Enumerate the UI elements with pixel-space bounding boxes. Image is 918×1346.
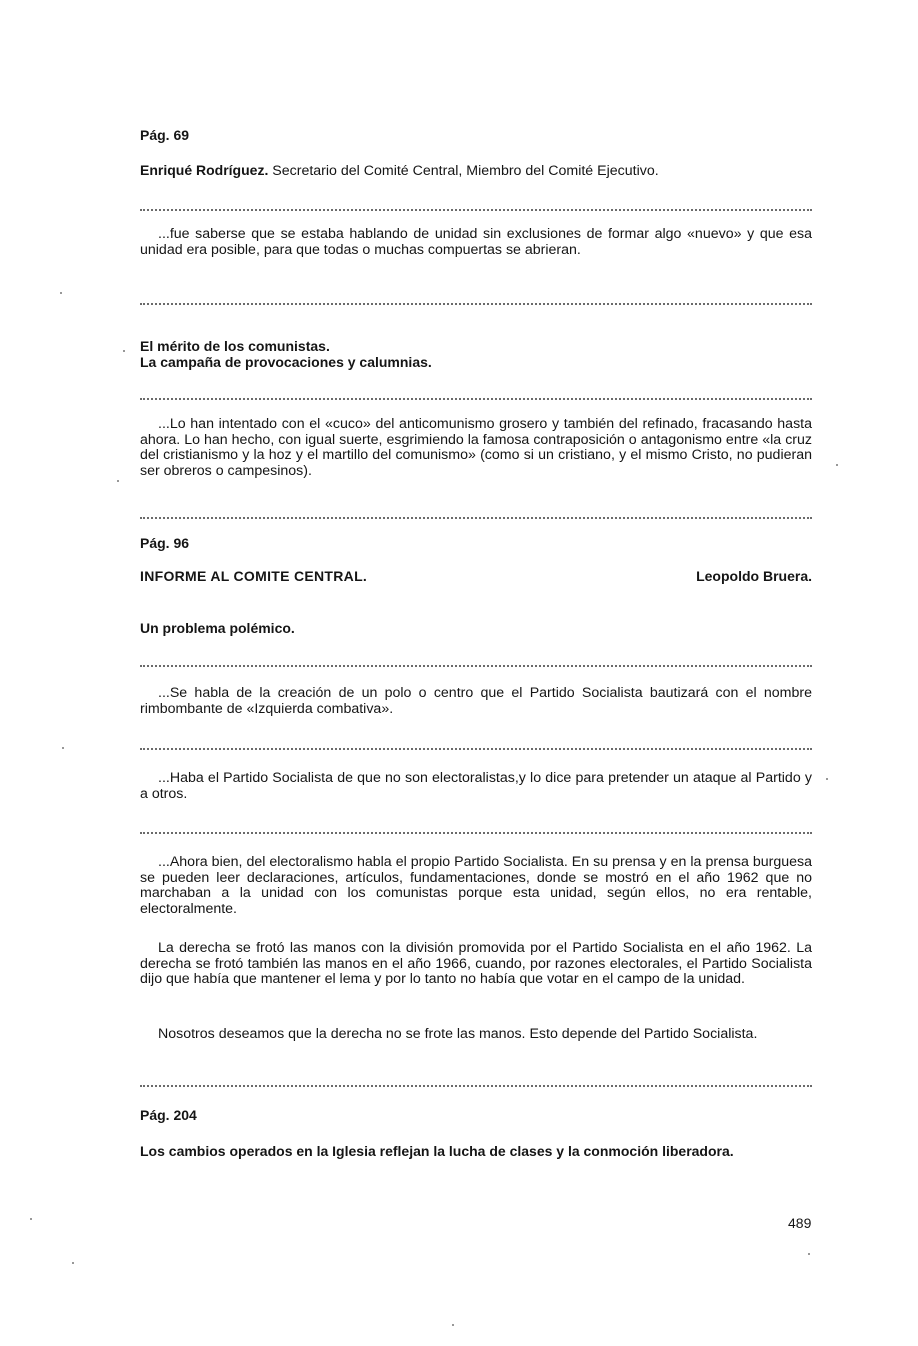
section-heading [140, 338, 812, 370]
scan-speck [826, 778, 828, 780]
ellipsis-separator [140, 209, 812, 211]
body-paragraph: Nosotros deseamos que la derecha no se frote las manos. Esto depende del Partido Socialista. [158, 1026, 758, 1042]
scan-speck [452, 1324, 454, 1326]
body-paragraph: La derecha se frotó las manos con la división promovida por el Partido Socialista en el año 1962. La derecha se frotó también las manos en el año 1966, cuando, por razones electorales, el Partido Socialista dijo que había que mantener el lema y por lo tanto no había que votar en el campo de la unidad. [140, 940, 812, 988]
scan-speck [72, 1262, 74, 1264]
section-heading: Los cambios operados en la Iglesia reflejan la lucha de clases y la conmoción liberadora. [140, 1143, 734, 1159]
quote-paragraph: ...Ahora bien, del electoralismo habla el propio Partido Socialista. En su prensa y en la prensa burguesa se pueden leer declaraciones, artículos, fundamentaciones, donde se mostró en el año 1962 que no marchaban a la unidad con los comunistas porque esta unidad, según ellos, no era rentable, electoralmente. [140, 854, 812, 917]
quote-paragraph: ...Lo han intentado con el «cuco» del anticomunismo grosero y también del refinado, fracasando hasta ahora. Lo han hecho, con igual suerte, esgrimiendo la famosa contraposición o antagonismo entre «la cruz del cristianismo y la hoz y el martillo del comunismo» (como si un cristiano, y el mismo Cristo, no pudieran ser obreros o campesinos). [140, 416, 812, 479]
page-ref-96: Pág. 96 [140, 535, 190, 551]
ellipsis-separator [140, 1085, 812, 1087]
report-author: Leopoldo Bruera. [696, 568, 812, 584]
ellipsis-separator [140, 398, 812, 400]
author-title: Secretario del Comité Central, Miembro del Comité Ejecutivo. [268, 163, 659, 179]
ellipsis-separator [140, 748, 812, 750]
heading-line-2: La campaña de provocaciones y calumnias. [140, 354, 432, 370]
quote-paragraph: ...Haba el Partido Socialista de que no son electoralistas,y lo dice para pretender un ataque al Partido y a otros. [140, 770, 812, 802]
author-name: Enriqué Rodríguez. [140, 162, 269, 178]
author-line [140, 162, 812, 179]
scan-speck [836, 464, 838, 466]
scan-speck [62, 747, 64, 749]
ellipsis-separator [140, 303, 812, 305]
heading-line-1: El mérito de los comunistas. [140, 338, 330, 354]
report-title: INFORME AL COMITE CENTRAL. [140, 568, 368, 584]
quote-paragraph: ...fue saberse que se estaba hablando de unidad sin exclusiones de formar algo «nuevo» y que esa unidad era posible, para que todas o muchas compuertas se abrieran. [140, 226, 812, 258]
page-ref-204: Pág. 204 [140, 1107, 197, 1123]
scan-speck [60, 292, 62, 294]
ellipsis-separator [140, 517, 812, 519]
ellipsis-separator [140, 665, 812, 667]
page-ref-69: Pág. 69 [140, 127, 190, 143]
ellipsis-separator [140, 832, 812, 834]
quote-paragraph: ...Se habla de la creación de un polo o centro que el Partido Socialista bautizará con el nombre rimbombante de «Izquierda combativa». [140, 685, 812, 717]
page-number: 489 [788, 1215, 812, 1231]
report-header [140, 568, 812, 586]
scan-speck [30, 1218, 32, 1220]
scan-speck [808, 1253, 810, 1255]
scan-speck [123, 350, 125, 352]
subheading: Un problema polémico. [140, 620, 295, 636]
scan-speck [117, 480, 119, 482]
